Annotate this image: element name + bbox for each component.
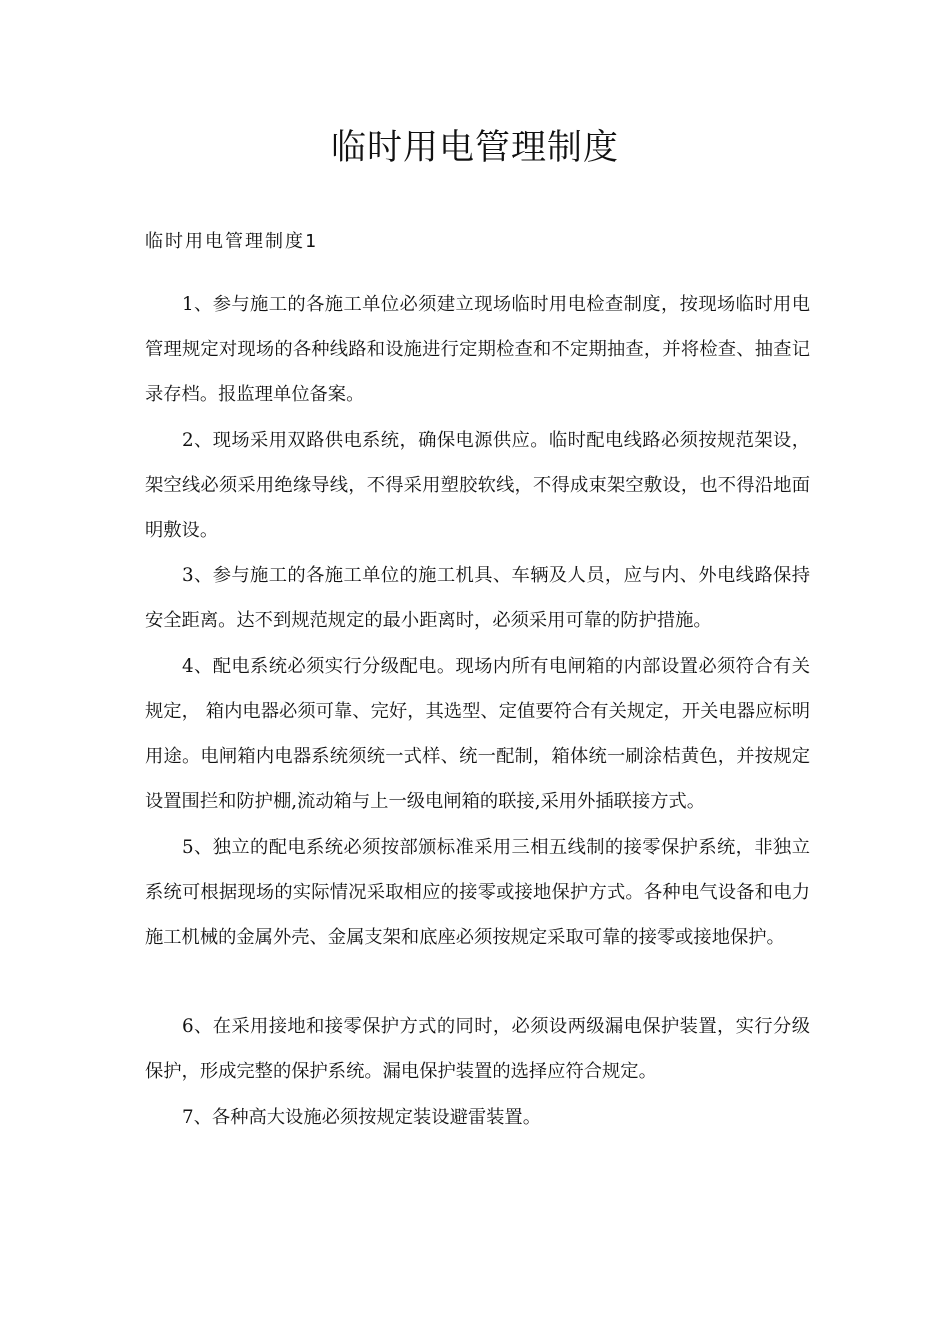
- paragraph-7: 7、各种高大设施必须按规定装设避雷装置。: [182, 1107, 541, 1128]
- paragraph-2: 2、现场采用双路供电系统，确保电源供应。临时配电线路必须按规范架设，架空线必须采用绝缘导线，不得采用塑胶软线，不得成束架空敷设，也不得沿地面明敷设。: [145, 430, 810, 541]
- paragraph-4: 4、配电系统必须实行分级配电。现场内所有电闸箱的内部设置必须符合有关规定， 箱内电器必须可靠、完好，其选型、定值要符合有关规定，开关电器应标明用途。电闸箱内电器系统须统一式样、统一配制，箱体统一刷涂桔黄色，并按规定设置围拦和防护棚,流动箱与上一级电闸箱的联接,采用外插联接方式。: [145, 656, 810, 812]
- section-heading: 临时用电管理制度1: [145, 231, 318, 252]
- document-title: 临时用电管理制度: [330, 128, 619, 168]
- paragraph-1: 1、参与施工的各施工单位必须建立现场临时用电检查制度，按现场临时用电管理规定对现场的各种线路和设施进行定期检查和不定期抽查，并将检查、抽查记录存档。报监理单位备案。: [145, 294, 810, 405]
- paragraph-5: 5、独立的配电系统必须按部颁标准采用三相五线制的接零保护系统，非独立系统可根据现场的实际情况采取相应的接零或接地保护方式。各种电气设备和电力施工机械的金属外壳、金属支架和底座必须按规定采取可靠的接零或接地保护。: [145, 837, 810, 948]
- paragraph-3: 3、参与施工的各施工单位的施工机具、车辆及人员，应与内、外电线路保持安全距离。达不到规范规定的最小距离时，必须采用可靠的防护措施。: [145, 565, 810, 631]
- paragraph-6: 6、在采用接地和接零保护方式的同时，必须设两级漏电保护装置，实行分级保护，形成完整的保护系统。漏电保护装置的选择应符合规定。: [145, 1016, 810, 1082]
